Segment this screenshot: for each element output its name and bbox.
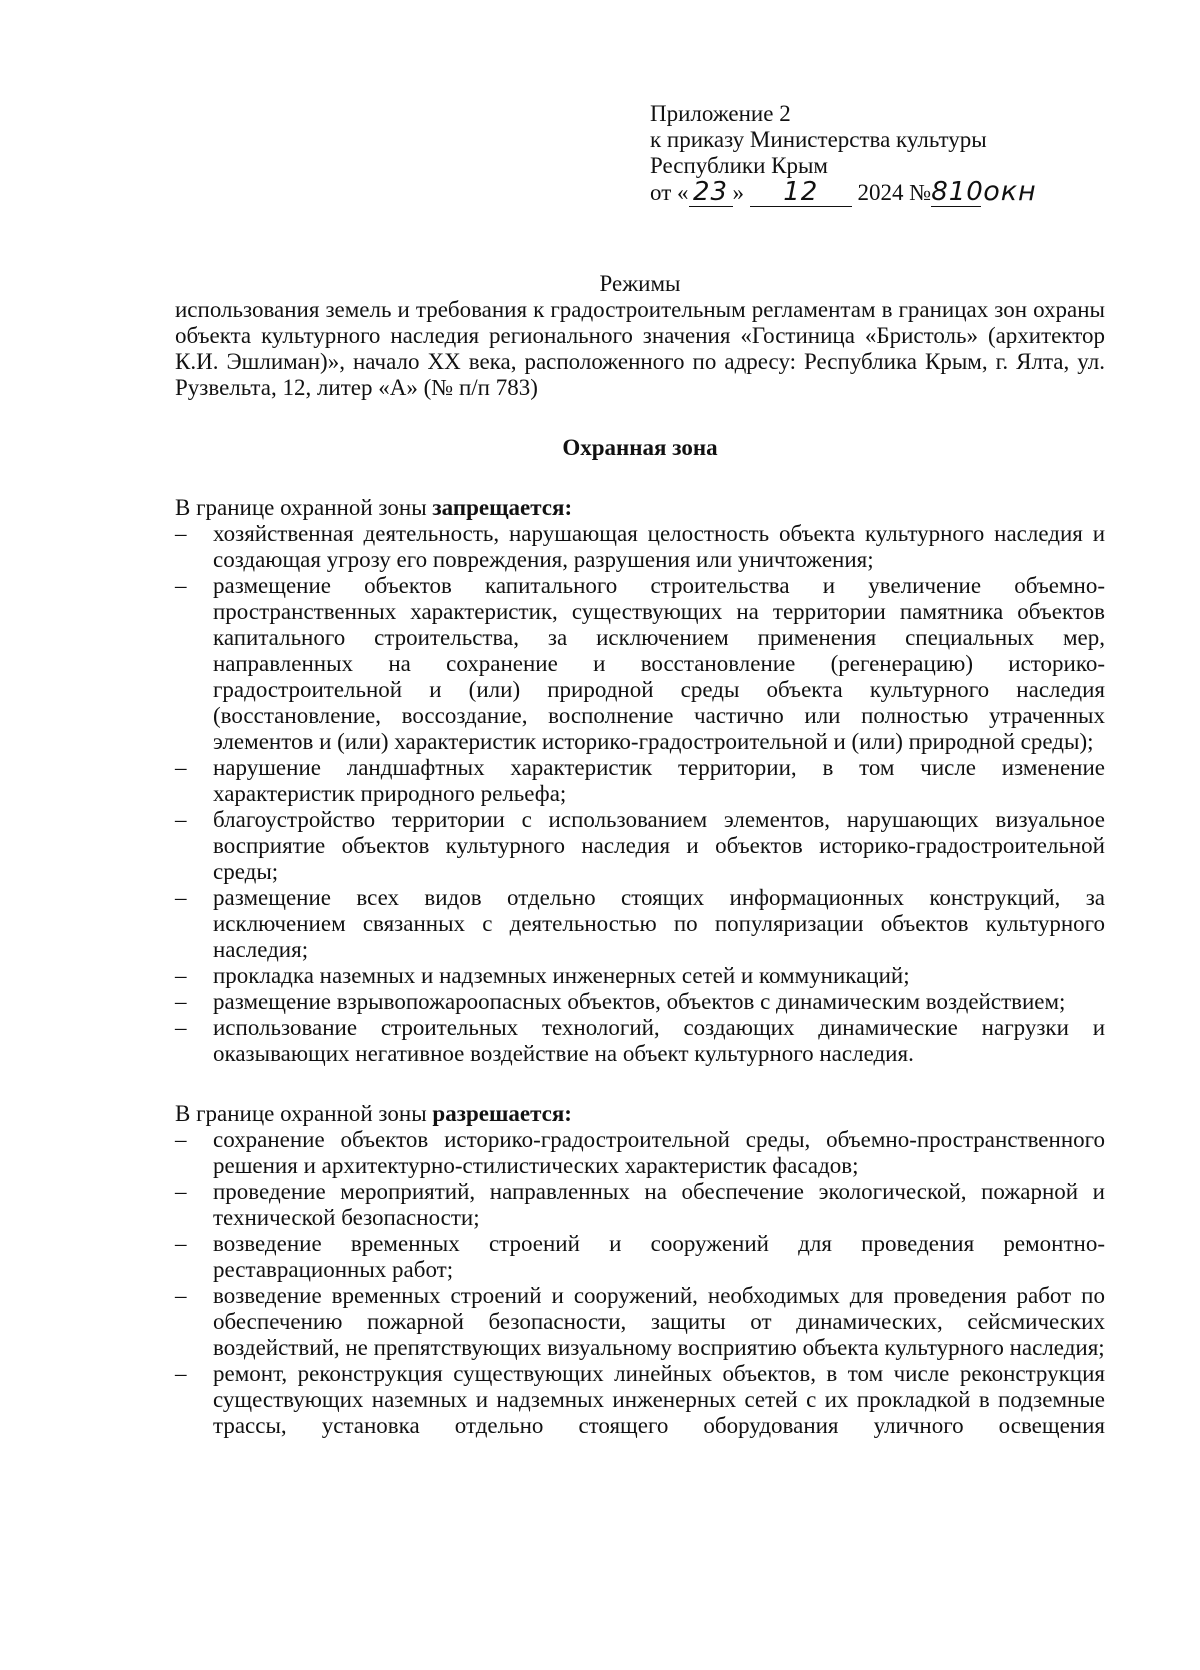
list-item: – возведение временных строений и сооружений, необходимых для проведения работ по обеспечению пожарной безопасности, защиты от динамических, сейсмических воздействий, не препятствующих визуальному восприятию объекта культурного наследия; xyxy=(175,1283,1105,1361)
list-item: – возведение временных строений и сооружений для проведения ремонтно-реставрационных работ; xyxy=(175,1231,1105,1283)
prohibited-intro-text: В границе охранной зоны xyxy=(175,495,433,520)
order-number-handwritten: 810 xyxy=(931,177,984,207)
list-item: – размещение взрывопожароопасных объектов, объектов с динамическим воздействием; xyxy=(175,989,1105,1015)
order-date-line xyxy=(650,176,1170,207)
document-subtitle: использования земель и требования к градостроительным регламентам в границах зон охраны объекта культурного наследия регионального значения «Гостиница «Бристоль» (архитектор К.И. Эшлиман)», начало XX века, расположенного по адресу: Республика Крым, г. Ялта, ул. Рузвельта, 12, литер «А» (№ п/п 783) xyxy=(175,297,1105,400)
prohibited-intro xyxy=(175,495,1105,521)
list-item: – размещение объектов капитального строительства и увеличение объемно-пространственных характеристик, существующих на территории памятника объектов капитального строительства, за исключением применения специальных мер, направленных на сохранение и восстановление (регенерацию) историко-градостроительной и (или) природной среды объекта культурного наследия (восстановление, воссоздание, восполнение частично или полностью утраченных элементов и (или) характеристик историко-градостроительной и (или) природной среды); xyxy=(175,573,1105,755)
list-item: – использование строительных технологий, создающих динамические нагрузки и оказывающих негативное воздействие на объект культурного наследия. xyxy=(175,1015,1105,1067)
list-item: – ремонт, реконструкция существующих линейных объектов, в том числе реконструкция существующих наземных и надземных инженерных сетей с их прокладкой в подземные трассы, установка отдельно стоящего оборудования уличного освещения xyxy=(175,1361,1105,1439)
order-month xyxy=(750,177,852,207)
prohibited-intro-bold: запрещается: xyxy=(432,495,573,520)
date-quote-close: » xyxy=(732,180,744,205)
permitted-intro-bold: разрешается: xyxy=(432,1101,572,1126)
appendix-header xyxy=(650,101,1170,207)
permitted-intro-text: В границе охранной зоны xyxy=(175,1101,433,1126)
order-day xyxy=(689,177,733,207)
list-item: – размещение всех видов отдельно стоящих информационных конструкций, за исключением связанных с деятельностью по популяризации объектов культурного наследия; xyxy=(175,885,1105,963)
document-title: Режимы xyxy=(599,271,681,296)
list-item: – нарушение ландшафтных характеристик территории, в том числе изменение характеристик природного рельефа; xyxy=(175,755,1105,807)
appendix-line-2: к приказу Министерства культуры xyxy=(650,127,987,152)
zone-heading: Охранная зона xyxy=(562,435,718,460)
list-item: – сохранение объектов историко-градостроительной среды, объемно-пространственного решения и архитектурно-стилистических характеристик фасадов; xyxy=(175,1127,1105,1179)
date-prefix: от « xyxy=(650,180,689,205)
order-day-handwritten: 23 xyxy=(692,177,729,207)
order-number xyxy=(931,177,984,207)
list-item: – благоустройство территории с использованием элементов, нарушающих визуальное восприятие объектов культурного наследия и объектов историко-градостроительной среды; xyxy=(175,807,1105,885)
list-item: – хозяйственная деятельность, нарушающая целостность объекта культурного наследия и создающая угрозу его повреждения, разрушения или уничтожения; xyxy=(175,521,1105,573)
document-body xyxy=(175,271,1105,1439)
order-number-suffix: окн xyxy=(983,176,1037,207)
permitted-list xyxy=(175,1127,1105,1439)
order-month-handwritten: 12 xyxy=(783,177,819,207)
list-item: – прокладка наземных и надземных инженерных сетей и коммуникаций; xyxy=(175,963,1105,989)
appendix-line-3: Республики Крым xyxy=(650,153,828,178)
list-item: – проведение мероприятий, направленных на обеспечение экологической, пожарной и технической безопасности; xyxy=(175,1179,1105,1231)
permitted-intro xyxy=(175,1101,1105,1127)
order-year-label: 2024 № xyxy=(857,180,932,205)
prohibited-list xyxy=(175,521,1105,1067)
appendix-line-1: Приложение 2 xyxy=(650,101,791,126)
